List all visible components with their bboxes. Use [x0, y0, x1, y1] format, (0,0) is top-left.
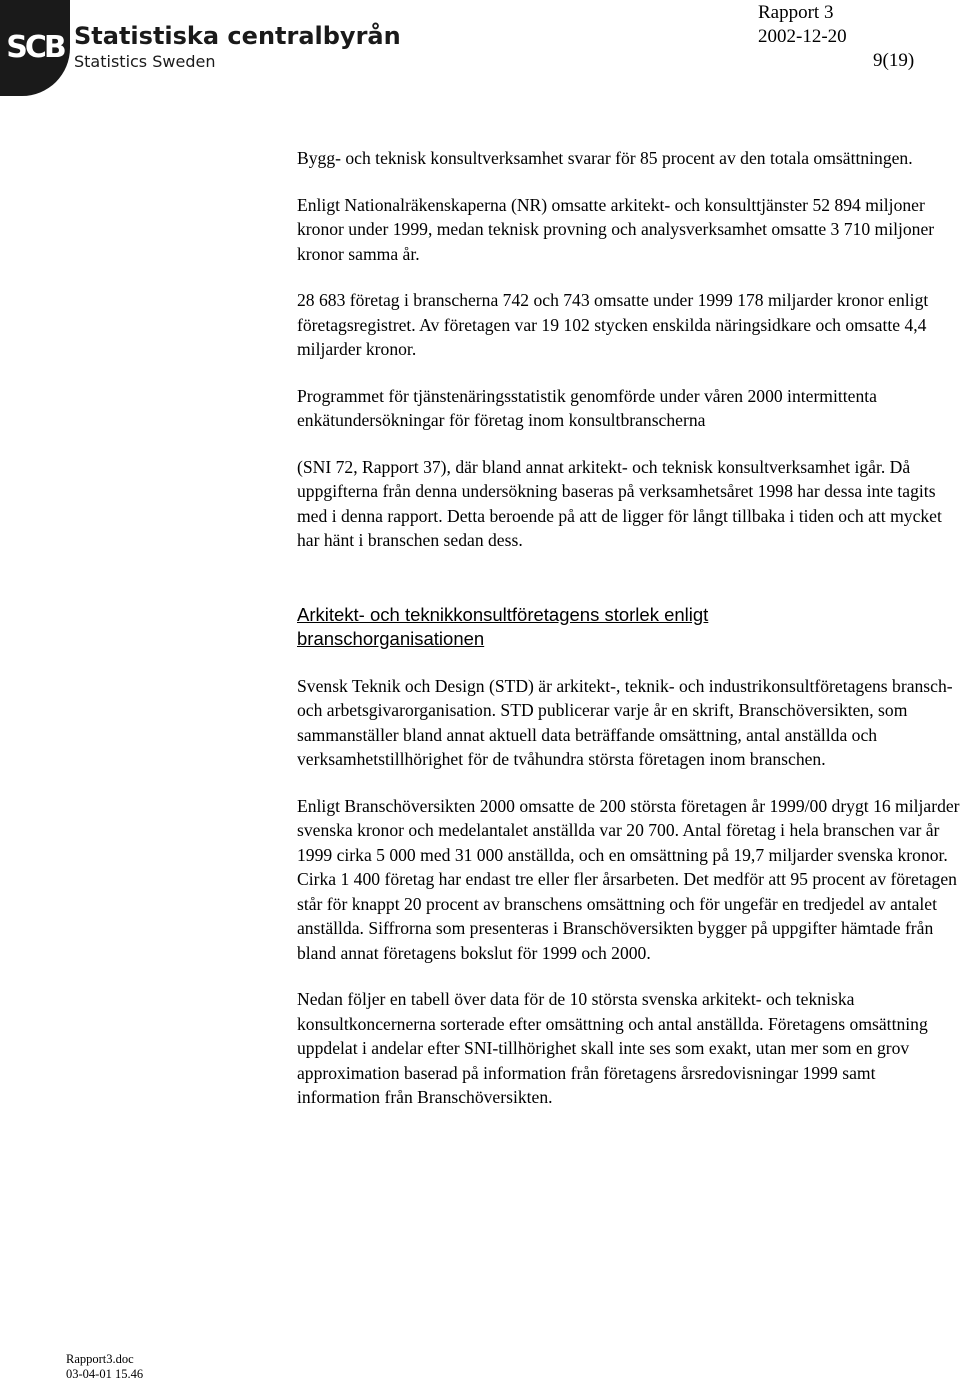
paragraph-8: Nedan följer en tabell över data för de 10 största svenska arkitekt- och tekniska konsultkoncernerna sorterade efter omsättning och antal anställda. Företagens omsättning uppdelat i andelar efter SNI-tillhörighet skall inte ses som exakt, utan mer som en grov approximation baserad på information från företagens årsredovisningar 1999 samt information från Branschöversikten. [297, 989, 928, 1107]
report-date: 2002-12-20 [758, 26, 847, 47]
paragraph-5: (SNI 72, Rapport 37), där bland annat arkitekt- och teknisk konsultverksamhet igår. Då uppgifterna från denna undersökning baseras på verksamhetsåret 1998 har dessa inte tagits med i denna rapport. Detta beroende på att de ligger för långt tillbaka i tiden och att mycket har hänt i branschen sedan dess. [297, 456, 942, 550]
footer-timestamp: 03-04-01 15.46 [66, 1367, 144, 1381]
scb-logo [0, 0, 401, 100]
logo-title: Statistiska centralbyrån [74, 22, 401, 50]
paragraph-7: Enligt Branschöversikten 2000 omsatte de 200 största företagen år 1999/00 drygt 16 miljarder svenska kronor och medelantalet anställda var 20 700. Antal företag i hela branschen var år 1999 cirka 5 000 med 31 000 anställda, och en omsättning på 19,7 miljarder svenska kronor. Cirka 1 400 företag har endast tre eller fler årsarbeten. Det medför att 95 procent av företagen står för knappt 20 procent av branschens omsättning och för ungefär en tredjedel av antalet anställda. Siffrorna som presenteras i Branschöversikten bygger på uppgifter hämtade från bland annat företagens bokslut för 1999 och 2000. [297, 795, 960, 963]
section-heading: Arkitekt- och teknikkonsultföretagens storlek enligt branschorganisationen [297, 603, 709, 649]
document-body [297, 146, 960, 1110]
paragraph-2: Enligt Nationalräkenskaperna (NR) omsatte arkitekt- och konsulttjänster 52 894 miljoner kronor under 1999, medan teknisk provning och analysverksamhet omsatte 3 710 miljoner kronor samma år. [297, 194, 935, 264]
footer-filename: Rapport3.doc [66, 1352, 134, 1366]
paragraph-4: Programmet för tjänstenäringsstatistik genomförde under våren 2000 intermittenta enkätundersökningar för företag inom konsultbranscherna [297, 385, 877, 430]
logo-subtitle: Statistics Sweden [74, 52, 216, 71]
scb-logo-mark: SCB [0, 0, 70, 96]
report-number: Rapport 3 [758, 2, 834, 23]
paragraph-3: 28 683 företag i branscherna 742 och 743 omsatte under 1999 178 miljarder kronor enligt företagsregistret. Av företagen var 19 102 stycken enskilda näringsidkare och omsatte 4,4 miljarder kronor. [297, 290, 929, 359]
paragraph-1: Bygg- och teknisk konsultverksamhet svarar för 85 procent av den totala omsättningen. [297, 148, 913, 168]
page-number: 9(19) [873, 50, 915, 71]
paragraph-6: Svensk Teknik och Design (STD) är arkitekt-, teknik- och industrikonsultföretagens bransch- och arbetsgivarorganisation. STD publicerar varje år en skrift, Branschöversikten, som sammanställer bland annat aktuell data beträffande omsättning, antal anställda och verksamhetstillhörighet för de tvåhundra största företagen inom branschen. [297, 675, 953, 769]
